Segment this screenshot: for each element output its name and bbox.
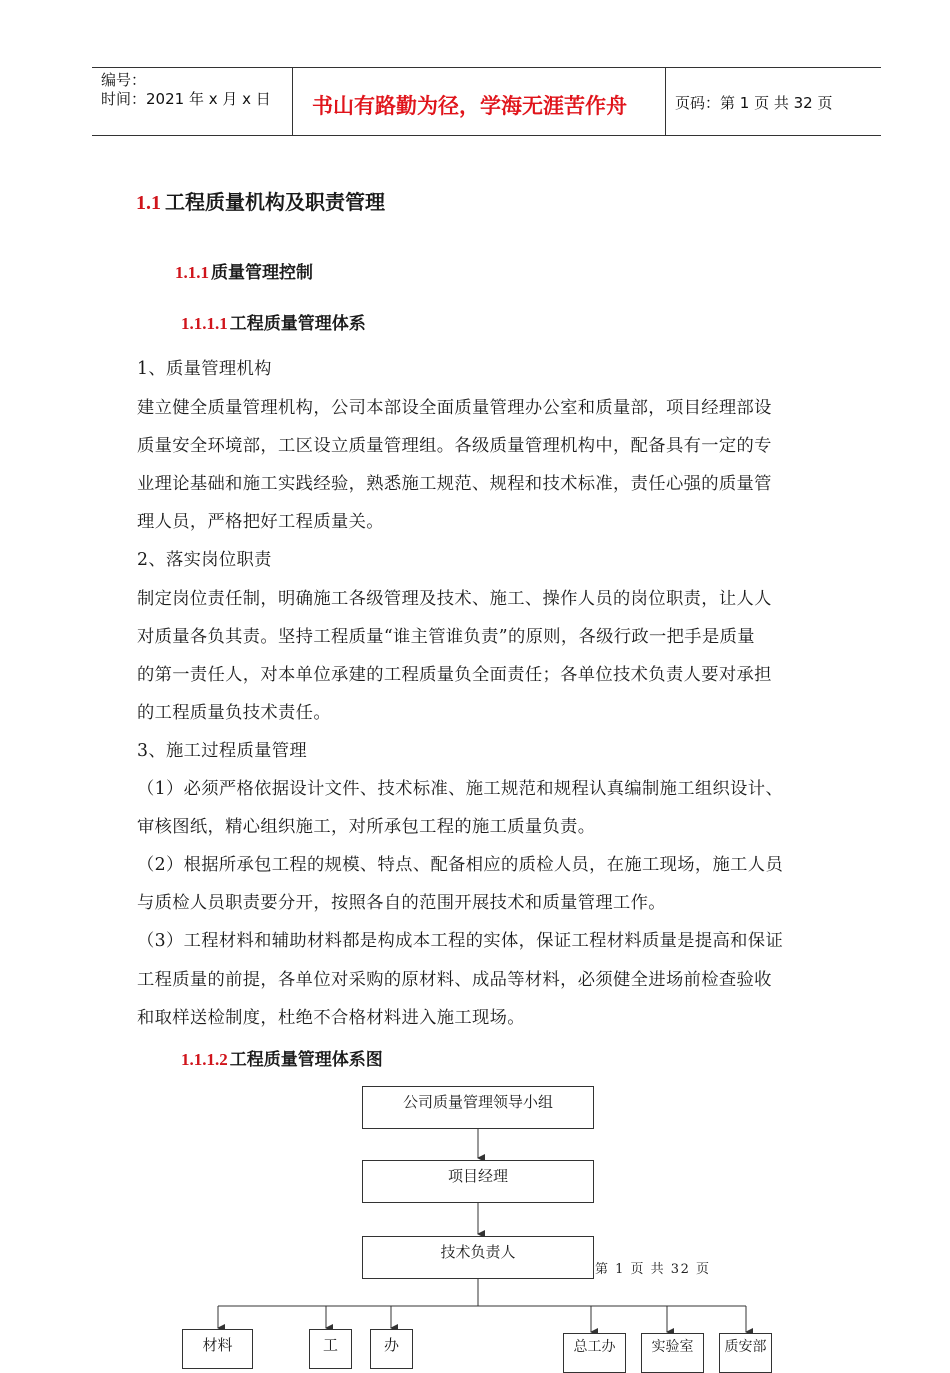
body-line: （2）根据所承包工程的规模、特点、配备相应的质检人员，在施工现场，施工人员 bbox=[137, 855, 784, 875]
section-title: 工程质量机构及职责管理 bbox=[165, 190, 385, 214]
org-box-project-manager: 项目经理 bbox=[362, 1160, 594, 1203]
body-line: 理人员，严格把好工程质量关。 bbox=[137, 512, 384, 532]
body-line: 的工程质量负技术责任。 bbox=[137, 703, 331, 723]
section-number: 1.1.1 bbox=[175, 263, 209, 282]
org-box-laboratory: 实验室 bbox=[641, 1333, 704, 1373]
org-box-office: 办 bbox=[370, 1329, 413, 1369]
section-number: 1.1.1.1 bbox=[181, 314, 228, 333]
body-line: 质量安全环境部，工区设立质量管理组。各级质量管理机构中，配备具有一定的专 bbox=[137, 436, 772, 456]
body-line: 3、施工过程质量管理 bbox=[137, 741, 308, 761]
org-box-technical-lead: 技术负责人 bbox=[362, 1236, 594, 1279]
doc-time-label: 时间：2021 年 x 月 x 日 bbox=[101, 90, 271, 108]
body-line: 审核图纸，精心组织施工，对所承包工程的施工质量负责。 bbox=[137, 817, 596, 837]
body-line: 与质检人员职责要分开，按照各自的范围开展技术和质量管理工作。 bbox=[137, 893, 666, 913]
page-footer: 第 1 页 共 32 页 bbox=[595, 1262, 711, 1277]
section-number: 1.1 bbox=[136, 192, 161, 214]
org-box-chief-engineer-office: 总工办 bbox=[563, 1333, 626, 1373]
body-line: 2、落实岗位职责 bbox=[137, 550, 272, 570]
org-box-materials: 材料 bbox=[182, 1329, 253, 1369]
org-box-leadership-group: 公司质量管理领导小组 bbox=[362, 1086, 594, 1129]
org-box-engineering: 工 bbox=[309, 1329, 352, 1369]
body-line: 和取样送检制度，杜绝不合格材料进入施工现场。 bbox=[137, 1008, 525, 1028]
body-line: （3）工程材料和辅助材料都是构成本工程的实体，保证工程材料质量是提高和保证 bbox=[137, 931, 784, 951]
body-line: 业理论基础和施工实践经验，熟悉施工规范、规程和技术标准，责任心强的质量管 bbox=[137, 474, 772, 494]
section-title: 质量管理控制 bbox=[211, 263, 313, 283]
section-title: 工程质量管理体系图 bbox=[229, 1050, 383, 1070]
section-title: 工程质量管理体系 bbox=[229, 314, 366, 334]
body-line: （1）必须严格依据设计文件、技术标准、施工规范和规程认真编制施工组织设计、 bbox=[137, 779, 784, 799]
body-line: 1、质量管理机构 bbox=[137, 359, 272, 379]
body-line: 的第一责任人，对本单位承建的工程质量负全面责任；各单位技术负责人要对承担 bbox=[137, 665, 772, 685]
header-page-label: 页码：第 1 页 共 32 页 bbox=[675, 94, 833, 112]
doc-code-label: 编号： bbox=[101, 71, 147, 89]
section-number: 1.1.1.2 bbox=[181, 1050, 228, 1069]
body-line: 制定岗位责任制，明确施工各级管理及技术、施工、操作人员的岗位职责，让人人 bbox=[137, 589, 772, 609]
body-line: 建立健全质量管理机构，公司本部设全面质量管理办公室和质量部，项目经理部设 bbox=[137, 398, 772, 418]
header-motto: 书山有路勤为径，学海无涯苦作舟 bbox=[312, 94, 627, 118]
body-line: 工程质量的前提，各单位对采购的原材料、成品等材料，必须健全进场前检查验收 bbox=[137, 970, 772, 990]
org-box-quality-safety: 质安部 bbox=[719, 1333, 772, 1373]
body-line: 对质量各负其责。坚持工程质量“谁主管谁负责”的原则，各级行政一把手是质量 bbox=[137, 627, 755, 647]
